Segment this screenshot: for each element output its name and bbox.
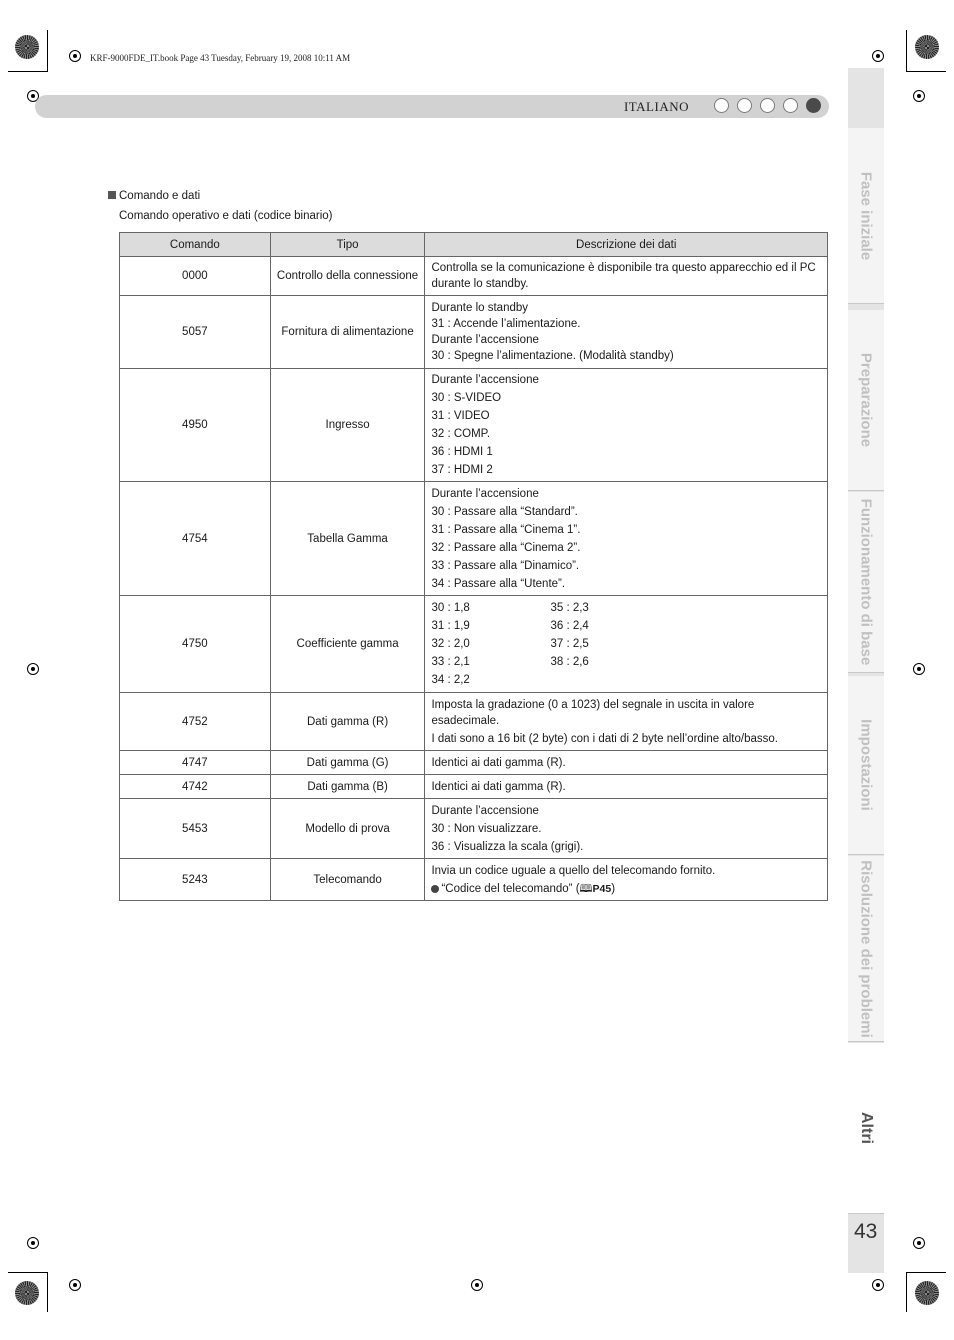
reference-text: “Codice del telecomando” ( [441, 882, 580, 895]
command-cell: 5453 [120, 799, 271, 859]
description-line: Identici ai dati gamma (R). [431, 756, 566, 769]
registration-target-icon [471, 1279, 483, 1291]
type-cell: Tabella Gamma [270, 482, 425, 596]
crop-mark [8, 71, 48, 72]
description-cell [425, 859, 828, 901]
tab-label: Preparazione [857, 352, 875, 448]
description-line: Durante l’accensione [431, 374, 539, 386]
command-cell: 5057 [120, 296, 271, 369]
header-bar [35, 95, 829, 118]
description-line: 36 : Visualizza la scala (grigi). [431, 840, 584, 853]
description-line: 36 : HDMI 1 [431, 446, 493, 458]
type-cell: Modello di prova [270, 799, 425, 859]
section-indicator-circle [714, 98, 729, 113]
description-line: Imposta la gradazione (0 a 1023) del segnale in uscita in valore esadecimale. [431, 698, 755, 727]
square-bullet-icon [108, 191, 116, 199]
bullet-icon [431, 885, 439, 893]
description-line: Durante l’accensione [431, 334, 539, 346]
command-cell: 5243 [120, 859, 271, 901]
description-cell [425, 369, 828, 482]
tab-preparazione[interactable] [848, 310, 884, 491]
section-title-text: Comando e dati [119, 190, 201, 202]
column-header: Descrizione dei dati [425, 233, 828, 257]
table-row [120, 596, 828, 693]
type-cell: Ingresso [270, 369, 425, 482]
tab-funzionamento-di-base[interactable] [848, 492, 884, 673]
reference-close: ) [611, 882, 616, 895]
crop-mark [906, 71, 946, 72]
gamma-value: 34 : 2,2 [431, 674, 470, 686]
tab-label: Altri [858, 1112, 875, 1144]
description-line: 30 : S-VIDEO [431, 392, 502, 404]
table-row [120, 482, 828, 596]
command-cell: 4742 [120, 775, 271, 799]
gamma-value-empty [550, 672, 660, 688]
column-header: Tipo [270, 233, 425, 257]
table-header-row [120, 233, 828, 257]
section-indicator-circle-active [806, 98, 821, 113]
table-row [120, 369, 828, 482]
tab-label: Risoluzione dei problemi [857, 859, 875, 1038]
crop-mark [47, 1272, 48, 1312]
tab-fase-iniziale[interactable] [848, 128, 884, 304]
table-row [120, 296, 828, 369]
description-cell [425, 596, 828, 693]
table-row [120, 859, 828, 901]
crop-mark [8, 1272, 48, 1273]
description-line: Durante lo standby [431, 302, 529, 314]
description-cell [425, 751, 828, 775]
section-indicator-circle [760, 98, 775, 113]
description-line: 31 : Passare alla “Cinema 1”. [431, 523, 581, 536]
description-cell [425, 482, 828, 596]
page-reference-link[interactable]: P45 [592, 882, 612, 895]
command-cell: 0000 [120, 257, 271, 296]
registration-starburst-icon [915, 35, 939, 59]
section-subtitle: Comando operativo e dati (codice binario) [119, 210, 333, 222]
description-line: Durante l’accensione [431, 804, 539, 817]
description-cell [425, 799, 828, 859]
gamma-value: 32 : 2,0 [431, 638, 470, 650]
crop-mark [906, 1272, 946, 1273]
type-cell: Telecomando [270, 859, 425, 901]
gamma-value: 37 : 2,5 [550, 638, 589, 650]
description-line: 32 : Passare alla “Cinema 2”. [431, 541, 581, 554]
registration-target-icon [27, 663, 39, 675]
gamma-value: 31 : 1,9 [431, 620, 470, 632]
description-line: 30 : Non visualizzare. [431, 822, 542, 835]
description-line: Controlla se la comunicazione è disponibile tra questo apparecchio ed il PC durante lo standby. [431, 262, 816, 290]
gamma-value: 33 : 2,1 [431, 656, 470, 668]
page-number: 43 [854, 1220, 878, 1243]
registration-target-icon [27, 1237, 39, 1249]
description-line: 32 : COMP. [431, 428, 491, 440]
table-row [120, 693, 828, 751]
crop-mark [906, 1272, 907, 1312]
description-line: Identici ai dati gamma (R). [431, 780, 566, 793]
registration-target-icon [872, 1279, 884, 1291]
type-cell: Coefficiente gamma [270, 596, 425, 693]
tab-risoluzione-dei-problemi[interactable] [848, 856, 884, 1042]
gamma-value: 35 : 2,3 [550, 602, 589, 614]
section-indicator-circle [783, 98, 798, 113]
table-row [120, 257, 828, 296]
gamma-value: 38 : 2,6 [550, 656, 589, 668]
registration-target-icon [913, 90, 925, 102]
description-cell [425, 296, 828, 369]
description-line: Durante l’accensione [431, 487, 539, 500]
description-line: 31 : VIDEO [431, 410, 490, 422]
registration-starburst-icon [15, 35, 39, 59]
table-row [120, 799, 828, 859]
description-line: 33 : Passare alla “Dinamico”. [431, 559, 580, 572]
book-icon: 🕮 [579, 881, 593, 895]
description-cell [425, 693, 828, 751]
command-cell: 4747 [120, 751, 271, 775]
tab-label: Impostazioni [857, 719, 875, 811]
description-line: Invia un codice uguale a quello del telecomando fornito. [431, 864, 716, 877]
section-indicator-circle [737, 98, 752, 113]
registration-starburst-icon [915, 1281, 939, 1305]
table-row [120, 751, 828, 775]
reference-line [431, 881, 821, 897]
type-cell: Fornitura di alimentazione [270, 296, 425, 369]
tab-altri[interactable] [848, 1043, 884, 1214]
registration-target-icon [913, 1237, 925, 1249]
section-indicator [714, 98, 821, 113]
command-cell: 4752 [120, 693, 271, 751]
table-row [120, 775, 828, 799]
print-info: KRF-9000FDE_IT.book Page 43 Tuesday, February 19, 2008 10:11 AM [90, 53, 351, 63]
description-line: 34 : Passare alla “Utente”. [431, 577, 566, 590]
tab-label: Funzionamento di base [857, 498, 875, 666]
command-cell: 4754 [120, 482, 271, 596]
column-header: Comando [120, 233, 271, 257]
crop-mark [47, 30, 48, 72]
description-cell [425, 775, 828, 799]
gamma-values-grid [431, 600, 821, 688]
registration-target-icon [872, 50, 884, 62]
gamma-value: 30 : 1,8 [431, 602, 470, 614]
section-title [108, 190, 200, 202]
description-line: 30 : Spegne l’alimentazione. (Modalità standby) [431, 350, 674, 362]
command-table [119, 232, 828, 901]
command-cell: 4950 [120, 369, 271, 482]
gamma-value: 36 : 2,4 [550, 620, 589, 632]
description-line: 30 : Passare alla “Standard”. [431, 505, 578, 518]
registration-target-icon [69, 50, 81, 62]
command-cell: 4750 [120, 596, 271, 693]
language-label: ITALIANO [623, 99, 689, 114]
registration-starburst-icon [15, 1281, 39, 1305]
type-cell: Dati gamma (R) [270, 693, 425, 751]
registration-target-icon [69, 1279, 81, 1291]
crop-mark [906, 30, 907, 72]
tab-impostazioni[interactable] [848, 676, 884, 855]
type-cell: Dati gamma (G) [270, 751, 425, 775]
description-line: I dati sono a 16 bit (2 byte) con i dati di 2 byte nell’ordine alto/basso. [431, 732, 778, 745]
description-line: 37 : HDMI 2 [431, 464, 493, 476]
description-line: 31 : Accende l’alimentazione. [431, 318, 581, 330]
tab-label: Fase iniziale [857, 171, 875, 260]
registration-target-icon [913, 663, 925, 675]
type-cell: Dati gamma (B) [270, 775, 425, 799]
type-cell: Controllo della connessione [270, 257, 425, 296]
description-cell [425, 257, 828, 296]
